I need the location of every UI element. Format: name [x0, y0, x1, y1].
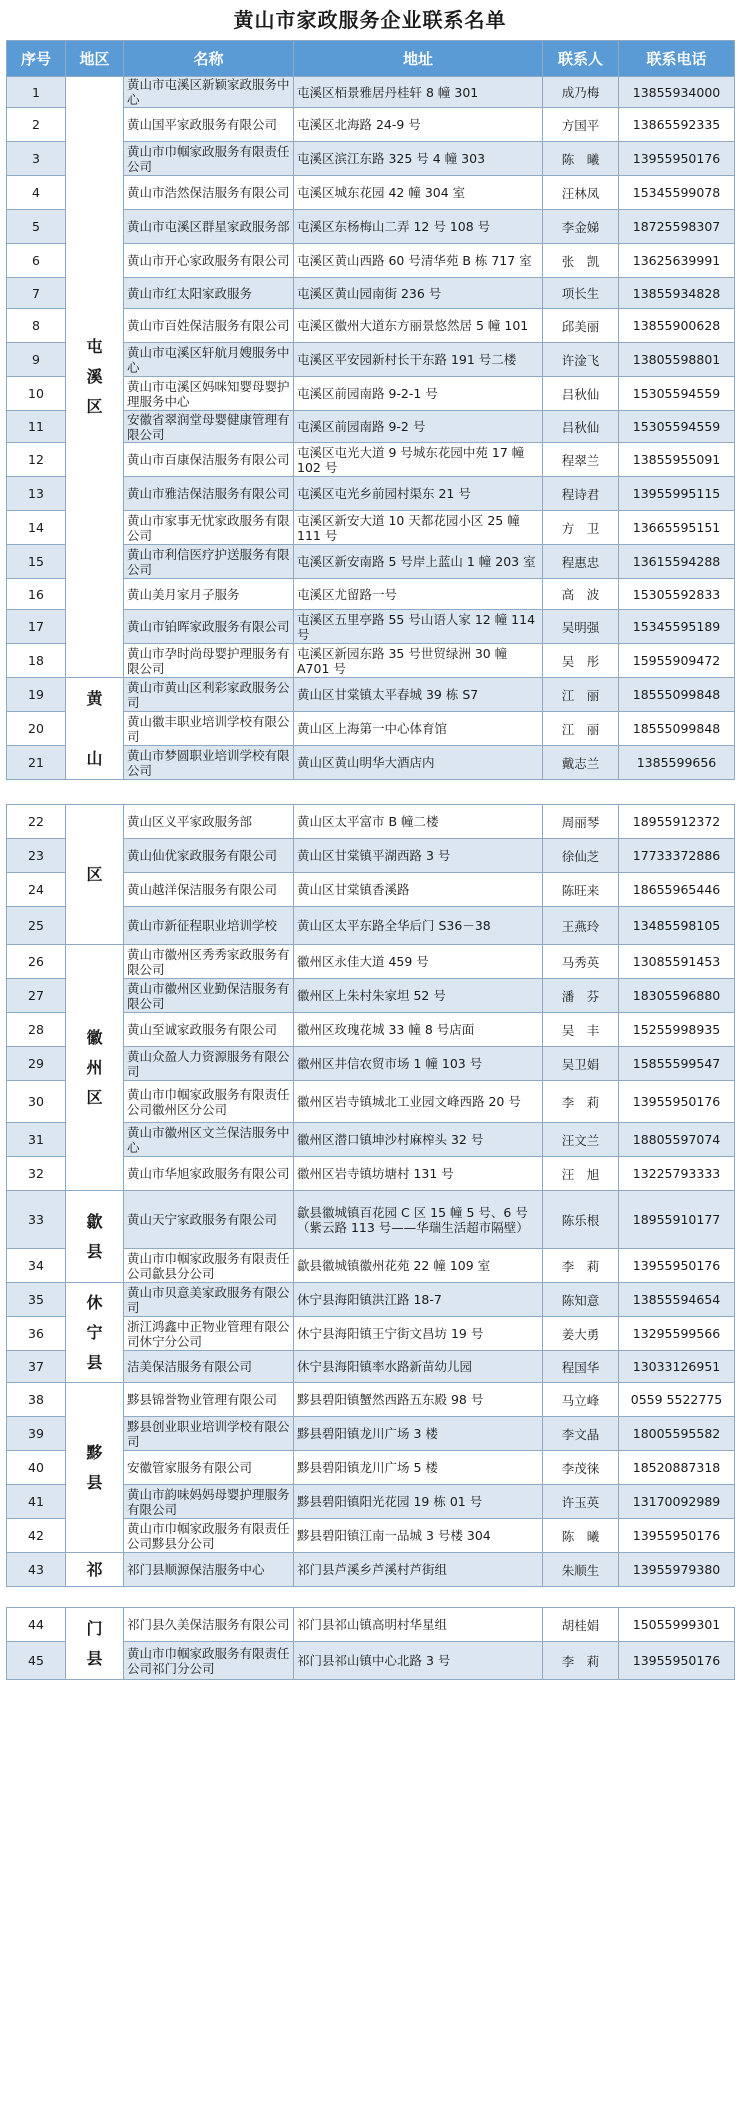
company-name: 黄山市徽州区业勤保洁服务有限公司 — [124, 979, 294, 1013]
company-name: 黄山市浩然保洁服务有限公司 — [124, 176, 294, 210]
contact-phone: 13955950176 — [619, 142, 735, 176]
contact-phone: 13955995115 — [619, 477, 735, 511]
area-cell: 屯 溪 区 — [66, 77, 124, 678]
contact-phone: 15255998935 — [619, 1013, 735, 1047]
company-name: 黄山市巾帼家政服务有限责任公司黟县分公司 — [124, 1519, 294, 1553]
area-cell: 门 县 — [66, 1608, 124, 1680]
contact-phone: 13955950176 — [619, 1642, 735, 1680]
table-row — [7, 1553, 735, 1587]
contact-person: 吴明强 — [543, 610, 619, 644]
company-address: 黟县碧阳镇龙川广场 5 楼 — [294, 1451, 543, 1485]
contact-person: 汪林凤 — [543, 176, 619, 210]
area-cell: 黟 县 — [66, 1383, 124, 1553]
company-name: 黄山市孕时尚母婴护理服务有限公司 — [124, 644, 294, 678]
company-address: 屯溪区尤留路一号 — [294, 579, 543, 610]
contact-phone: 13295599566 — [619, 1317, 735, 1351]
contact-phone: 13855934000 — [619, 77, 735, 108]
company-address: 屯溪区东杨梅山二弄 12 号 108 号 — [294, 210, 543, 244]
contact-table — [6, 1607, 735, 1680]
company-name: 黄山市巾帼家政服务有限责任公司祁门分公司 — [124, 1642, 294, 1680]
contact-phone: 13485598105 — [619, 907, 735, 945]
contact-phone: 13955950176 — [619, 1249, 735, 1283]
company-name: 黄山市新征程职业培训学校 — [124, 907, 294, 945]
row-number: 6 — [7, 244, 66, 278]
company-name: 黄山越洋保洁服务有限公司 — [124, 873, 294, 907]
company-address: 屯溪区屯光大道 9 号城东花园中苑 17 幢 102 号 — [294, 443, 543, 477]
contact-person: 陈知意 — [543, 1283, 619, 1317]
row-number: 23 — [7, 839, 66, 873]
row-number: 34 — [7, 1249, 66, 1283]
company-name: 黄山美月家月子服务 — [124, 579, 294, 610]
contact-person: 许玉英 — [543, 1485, 619, 1519]
contact-person: 马秀英 — [543, 945, 619, 979]
contact-phone: 13085591453 — [619, 945, 735, 979]
company-name: 黄山市黄山区利彩家政服务公司 — [124, 678, 294, 712]
company-name: 黄山市百姓保洁服务有限公司 — [124, 309, 294, 343]
company-address: 徽州区岩寺镇城北工业园文峰西路 20 号 — [294, 1081, 543, 1123]
contact-phone: 15345599078 — [619, 176, 735, 210]
contact-person: 李茂徕 — [543, 1451, 619, 1485]
company-name: 黄山市开心家政服务有限公司 — [124, 244, 294, 278]
company-address: 黄山区甘棠镇太平春城 39 栋 S7 — [294, 678, 543, 712]
company-address: 休宁县海阳镇王宁街文昌坊 19 号 — [294, 1317, 543, 1351]
company-address: 黄山区甘棠镇平湖西路 3 号 — [294, 839, 543, 873]
company-name: 黄山市徽州区秀秀家政服务有限公司 — [124, 945, 294, 979]
row-number: 32 — [7, 1157, 66, 1191]
contact-table — [6, 40, 735, 780]
contact-list — [0, 40, 740, 1680]
company-name: 黄山区义平家政服务部 — [124, 805, 294, 839]
company-address: 屯溪区新安大道 10 天都花园小区 25 幢 111 号 — [294, 511, 543, 545]
contact-person: 吴 彤 — [543, 644, 619, 678]
company-address: 屯溪区前园南路 9-2 号 — [294, 411, 543, 443]
contact-person: 朱顺生 — [543, 1553, 619, 1587]
contact-phone: 13855955091 — [619, 443, 735, 477]
row-number: 24 — [7, 873, 66, 907]
company-address: 黄山区黄山明华大酒店内 — [294, 746, 543, 780]
company-name: 浙江鸿鑫中正物业管理有限公司休宁分公司 — [124, 1317, 294, 1351]
row-number: 18 — [7, 644, 66, 678]
row-number: 10 — [7, 377, 66, 411]
company-address: 徽州区井信农贸市场 1 幢 103 号 — [294, 1047, 543, 1081]
row-number: 30 — [7, 1081, 66, 1123]
row-number: 5 — [7, 210, 66, 244]
row-number: 15 — [7, 545, 66, 579]
contact-phone: 15055999301 — [619, 1608, 735, 1642]
row-number: 44 — [7, 1608, 66, 1642]
contact-phone: 13955950176 — [619, 1081, 735, 1123]
table-row — [7, 678, 735, 712]
company-address: 祁门县祁山镇高明村华星组 — [294, 1608, 543, 1642]
company-address: 休宁县海阳镇率水路新苗幼儿园 — [294, 1351, 543, 1383]
company-name: 祁门县久美保洁服务有限公司 — [124, 1608, 294, 1642]
contact-phone: 13855594654 — [619, 1283, 735, 1317]
company-address: 徽州区永佳大道 459 号 — [294, 945, 543, 979]
row-number: 19 — [7, 678, 66, 712]
row-number: 36 — [7, 1317, 66, 1351]
company-address: 祁门县祁山镇中心北路 3 号 — [294, 1642, 543, 1680]
company-address: 徽州区潜口镇坤沙村麻榨头 32 号 — [294, 1123, 543, 1157]
company-address: 歙县徽城镇徽州花苑 22 幢 109 室 — [294, 1249, 543, 1283]
row-number: 21 — [7, 746, 66, 780]
table-row — [7, 1191, 735, 1249]
contact-phone: 18555099848 — [619, 712, 735, 746]
contact-phone: 18520887318 — [619, 1451, 735, 1485]
company-address: 黟县碧阳镇阳光花园 19 栋 01 号 — [294, 1485, 543, 1519]
contact-phone: 18805597074 — [619, 1123, 735, 1157]
contact-person: 陈旺来 — [543, 873, 619, 907]
contact-phone: 0559 5522775 — [619, 1383, 735, 1417]
row-number: 45 — [7, 1642, 66, 1680]
contact-phone: 15955909472 — [619, 644, 735, 678]
row-number: 7 — [7, 278, 66, 309]
contact-phone: 17733372886 — [619, 839, 735, 873]
table-row — [7, 805, 735, 839]
contact-phone: 18005595582 — [619, 1417, 735, 1451]
company-address: 屯溪区徽州大道东方丽景悠然居 5 幢 101 — [294, 309, 543, 343]
row-number: 20 — [7, 712, 66, 746]
contact-person: 高 波 — [543, 579, 619, 610]
row-number: 12 — [7, 443, 66, 477]
table-row — [7, 1383, 735, 1417]
company-address: 祁门县芦溪乡芦溪村芦街组 — [294, 1553, 543, 1587]
row-number: 38 — [7, 1383, 66, 1417]
row-number: 40 — [7, 1451, 66, 1485]
row-number: 8 — [7, 309, 66, 343]
company-address: 黟县碧阳镇江南一品城 3 号楼 304 — [294, 1519, 543, 1553]
page-gap — [0, 780, 740, 804]
company-name: 黄山市铂晖家政服务有限公司 — [124, 610, 294, 644]
row-number: 28 — [7, 1013, 66, 1047]
area-cell: 黄 山 — [66, 678, 124, 780]
contact-phone: 15305592833 — [619, 579, 735, 610]
contact-phone: 15855599547 — [619, 1047, 735, 1081]
contact-person: 许淦飞 — [543, 343, 619, 377]
row-number: 16 — [7, 579, 66, 610]
contact-phone: 13955979380 — [619, 1553, 735, 1587]
company-name: 黄山市利信医疗护送服务有限公司 — [124, 545, 294, 579]
area-cell: 歙 县 — [66, 1191, 124, 1283]
company-name: 安徽管家服务有限公司 — [124, 1451, 294, 1485]
contact-phone: 15345595189 — [619, 610, 735, 644]
contact-person: 陈 曦 — [543, 1519, 619, 1553]
contact-person: 陈 曦 — [543, 142, 619, 176]
contact-person: 吕秋仙 — [543, 377, 619, 411]
company-address: 屯溪区北海路 24-9 号 — [294, 108, 543, 142]
contact-person: 程诗君 — [543, 477, 619, 511]
company-address: 黄山区太平东路全华后门 S36－38 — [294, 907, 543, 945]
contact-phone: 18725598307 — [619, 210, 735, 244]
contact-person: 李 莉 — [543, 1642, 619, 1680]
company-name: 黄山市梦圆职业培训学校有限公司 — [124, 746, 294, 780]
contact-person: 吕秋仙 — [543, 411, 619, 443]
row-number: 39 — [7, 1417, 66, 1451]
column-header: 地址 — [294, 41, 543, 77]
company-name: 黄山市华旭家政服务有限公司 — [124, 1157, 294, 1191]
contact-phone: 13225793333 — [619, 1157, 735, 1191]
row-number: 27 — [7, 979, 66, 1013]
company-name: 黄山众盈人力资源服务有限公司 — [124, 1047, 294, 1081]
contact-phone: 18655965446 — [619, 873, 735, 907]
company-address: 屯溪区五里亭路 55 号山语人家 12 幢 114 号 — [294, 610, 543, 644]
row-number: 43 — [7, 1553, 66, 1587]
company-address: 屯溪区黄山园南街 236 号 — [294, 278, 543, 309]
contact-table — [6, 804, 735, 1587]
contact-person: 程惠忠 — [543, 545, 619, 579]
company-address: 屯溪区新园东路 35 号世贸绿洲 30 幢 A701 号 — [294, 644, 543, 678]
company-name: 黄山市韵味妈妈母婴护理服务有限公司 — [124, 1485, 294, 1519]
company-name: 黄山市贝意美家政服务有限公司 — [124, 1283, 294, 1317]
company-address: 屯溪区城东花园 42 幢 304 室 — [294, 176, 543, 210]
contact-person: 马立峰 — [543, 1383, 619, 1417]
page-title: 黄山市家政服务企业联系名单 — [233, 8, 507, 32]
table-row — [7, 77, 735, 108]
contact-phone: 18955912372 — [619, 805, 735, 839]
contact-person: 李文晶 — [543, 1417, 619, 1451]
company-name: 黄山市雅洁保洁服务有限公司 — [124, 477, 294, 511]
contact-person: 姜大勇 — [543, 1317, 619, 1351]
company-name: 黄山市徽州区文兰保洁服务中心 — [124, 1123, 294, 1157]
row-number: 13 — [7, 477, 66, 511]
contact-person: 江 丽 — [543, 678, 619, 712]
company-name: 黄山天宁家政服务有限公司 — [124, 1191, 294, 1249]
contact-phone: 18555099848 — [619, 678, 735, 712]
company-address: 屯溪区新安南路 5 号岸上蓝山 1 幢 203 室 — [294, 545, 543, 579]
contact-person: 吴 丰 — [543, 1013, 619, 1047]
header-row — [7, 41, 735, 77]
contact-phone: 13805598801 — [619, 343, 735, 377]
contact-person: 胡桂娟 — [543, 1608, 619, 1642]
column-header: 序号 — [7, 41, 66, 77]
table-row — [7, 1608, 735, 1642]
company-name: 洁美保洁服务有限公司 — [124, 1351, 294, 1383]
company-name: 黄山市红太阳家政服务 — [124, 278, 294, 309]
row-number: 37 — [7, 1351, 66, 1383]
row-number: 14 — [7, 511, 66, 545]
row-number: 22 — [7, 805, 66, 839]
contact-person: 张 凯 — [543, 244, 619, 278]
page-gap — [0, 1587, 740, 1607]
company-name: 黄山市巾帼家政服务有限责任公司徽州区分公司 — [124, 1081, 294, 1123]
row-number: 1 — [7, 77, 66, 108]
row-number: 25 — [7, 907, 66, 945]
contact-person: 戴志兰 — [543, 746, 619, 780]
row-number: 3 — [7, 142, 66, 176]
contact-person: 李金娣 — [543, 210, 619, 244]
row-number: 26 — [7, 945, 66, 979]
contact-phone: 13855934828 — [619, 278, 735, 309]
column-header: 名称 — [124, 41, 294, 77]
company-address: 屯溪区前园南路 9-2-1 号 — [294, 377, 543, 411]
column-header: 联系人 — [543, 41, 619, 77]
row-number: 31 — [7, 1123, 66, 1157]
contact-person: 徐仙芝 — [543, 839, 619, 873]
contact-person: 吴卫娟 — [543, 1047, 619, 1081]
company-address: 屯溪区滨江东路 325 号 4 幢 303 — [294, 142, 543, 176]
company-name: 黄山市屯溪区群星家政服务部 — [124, 210, 294, 244]
contact-person: 程翠兰 — [543, 443, 619, 477]
row-number: 35 — [7, 1283, 66, 1317]
row-number: 17 — [7, 610, 66, 644]
company-name: 黟县创业职业培训学校有限公司 — [124, 1417, 294, 1451]
company-name: 安徽省翠润堂母婴健康管理有限公司 — [124, 411, 294, 443]
contact-phone: 13625639991 — [619, 244, 735, 278]
contact-phone: 13170092989 — [619, 1485, 735, 1519]
contact-person: 方国平 — [543, 108, 619, 142]
contact-person: 成乃梅 — [543, 77, 619, 108]
area-cell: 徽 州 区 — [66, 945, 124, 1191]
table-row — [7, 1283, 735, 1317]
company-name: 黄山徽丰职业培训学校有限公司 — [124, 712, 294, 746]
contact-person: 邱美丽 — [543, 309, 619, 343]
company-name: 黄山市屯溪区妈咪知婴母婴护理服务中心 — [124, 377, 294, 411]
contact-person: 程国华 — [543, 1351, 619, 1383]
company-address: 歙县徽城镇百花园 C 区 15 幢 5 号、6 号（紫云路 113 号——华瑞生活超市隔壁） — [294, 1191, 543, 1249]
row-number: 11 — [7, 411, 66, 443]
contact-phone: 13615594288 — [619, 545, 735, 579]
company-name: 黄山市巾帼家政服务有限责任公司歙县分公司 — [124, 1249, 294, 1283]
table-row — [7, 945, 735, 979]
company-address: 黄山区太平富市 B 幢二楼 — [294, 805, 543, 839]
row-number: 4 — [7, 176, 66, 210]
company-address: 徽州区岩寺镇坊塘村 131 号 — [294, 1157, 543, 1191]
contact-person: 王燕玲 — [543, 907, 619, 945]
row-number: 41 — [7, 1485, 66, 1519]
company-address: 屯溪区屯光乡前园村渠东 21 号 — [294, 477, 543, 511]
contact-person: 潘 芬 — [543, 979, 619, 1013]
contact-phone: 13865592335 — [619, 108, 735, 142]
contact-person: 李 莉 — [543, 1249, 619, 1283]
company-name: 祁门县顺源保洁服务中心 — [124, 1553, 294, 1587]
company-name: 黄山市屯溪区新颖家政服务中心 — [124, 77, 294, 108]
company-address: 黄山区上海第一中心体育馆 — [294, 712, 543, 746]
row-number: 33 — [7, 1191, 66, 1249]
row-number: 29 — [7, 1047, 66, 1081]
company-address: 屯溪区平安园新村长干东路 191 号二楼 — [294, 343, 543, 377]
contact-phone: 15305594559 — [619, 377, 735, 411]
column-header: 联系电话 — [619, 41, 735, 77]
contact-phone: 15305594559 — [619, 411, 735, 443]
company-name: 黄山市百康保洁服务有限公司 — [124, 443, 294, 477]
row-number: 42 — [7, 1519, 66, 1553]
company-address: 屯溪区栢景雅居丹桂轩 8 幢 301 — [294, 77, 543, 108]
company-name: 黄山市屯溪区轩航月嫂服务中心 — [124, 343, 294, 377]
contact-phone: 1385599656 — [619, 746, 735, 780]
contact-phone: 18305596880 — [619, 979, 735, 1013]
company-address: 黄山区甘棠镇香溪路 — [294, 873, 543, 907]
contact-phone: 13955950176 — [619, 1519, 735, 1553]
contact-person: 陈乐根 — [543, 1191, 619, 1249]
company-name: 黟县锦誉物业管理有限公司 — [124, 1383, 294, 1417]
company-name: 黄山仙优家政服务有限公司 — [124, 839, 294, 873]
company-address: 黟县碧阳镇蟹然西路五东殿 98 号 — [294, 1383, 543, 1417]
contact-phone: 13855900628 — [619, 309, 735, 343]
area-cell: 区 — [66, 805, 124, 945]
contact-phone: 13033126951 — [619, 1351, 735, 1383]
area-cell: 休 宁 县 — [66, 1283, 124, 1383]
company-address: 徽州区上朱村朱家坦 52 号 — [294, 979, 543, 1013]
contact-person: 汪 旭 — [543, 1157, 619, 1191]
contact-person: 江 丽 — [543, 712, 619, 746]
company-address: 休宁县海阳镇洪江路 18-7 — [294, 1283, 543, 1317]
company-address: 徽州区玫瑰花城 33 幢 8 号店面 — [294, 1013, 543, 1047]
column-header: 地区 — [66, 41, 124, 77]
contact-phone: 13665595151 — [619, 511, 735, 545]
contact-person: 方 卫 — [543, 511, 619, 545]
company-address: 黟县碧阳镇龙川广场 3 楼 — [294, 1417, 543, 1451]
row-number: 2 — [7, 108, 66, 142]
company-name: 黄山至诚家政服务有限公司 — [124, 1013, 294, 1047]
row-number: 9 — [7, 343, 66, 377]
contact-person: 李 莉 — [543, 1081, 619, 1123]
contact-person: 周丽琴 — [543, 805, 619, 839]
contact-phone: 18955910177 — [619, 1191, 735, 1249]
company-name: 黄山市家事无忧家政服务有限公司 — [124, 511, 294, 545]
company-name: 黄山市巾帼家政服务有限责任公司 — [124, 142, 294, 176]
contact-person: 汪文兰 — [543, 1123, 619, 1157]
company-name: 黄山国平家政服务有限公司 — [124, 108, 294, 142]
area-cell: 祁 — [66, 1553, 124, 1587]
contact-person: 项长生 — [543, 278, 619, 309]
company-address: 屯溪区黄山西路 60 号清华苑 B 栋 717 室 — [294, 244, 543, 278]
